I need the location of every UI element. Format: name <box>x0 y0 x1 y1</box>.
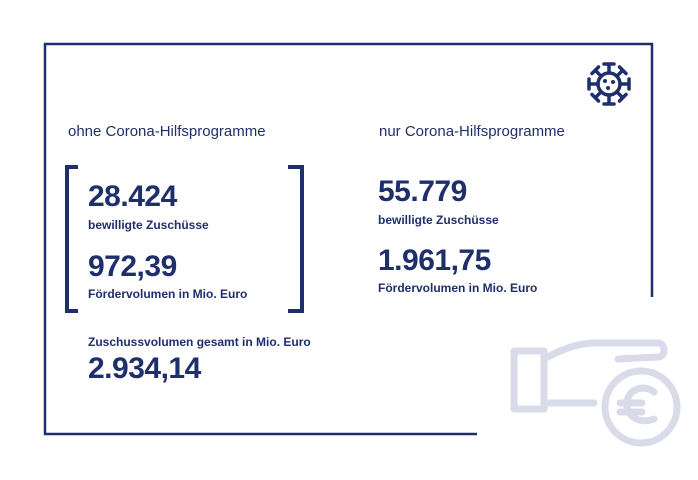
right-volume-value: 1.961,75 <box>378 244 491 277</box>
left-volume-value: 972,39 <box>88 250 177 283</box>
right-bracket <box>286 165 306 313</box>
left-grants-label: bewilligte Zuschüsse <box>88 218 209 232</box>
total-value: 2.934,14 <box>88 352 201 385</box>
left-heading: ohne Corona-Hilfsprogramme <box>68 123 266 140</box>
right-heading: nur Corona-Hilfsprogramme <box>379 123 565 140</box>
hand-euro-icon <box>508 337 688 455</box>
virus-icon <box>584 60 634 108</box>
right-volume-label: Fördervolumen in Mio. Euro <box>378 281 538 295</box>
left-volume-label: Fördervolumen in Mio. Euro <box>88 287 248 301</box>
left-bracket <box>64 165 80 313</box>
right-grants-label: bewilligte Zuschüsse <box>378 213 499 227</box>
right-grants-count: 55.779 <box>378 175 467 208</box>
left-grants-count: 28.424 <box>88 180 177 213</box>
total-label: Zuschussvolumen gesamt in Mio. Euro <box>88 335 311 349</box>
